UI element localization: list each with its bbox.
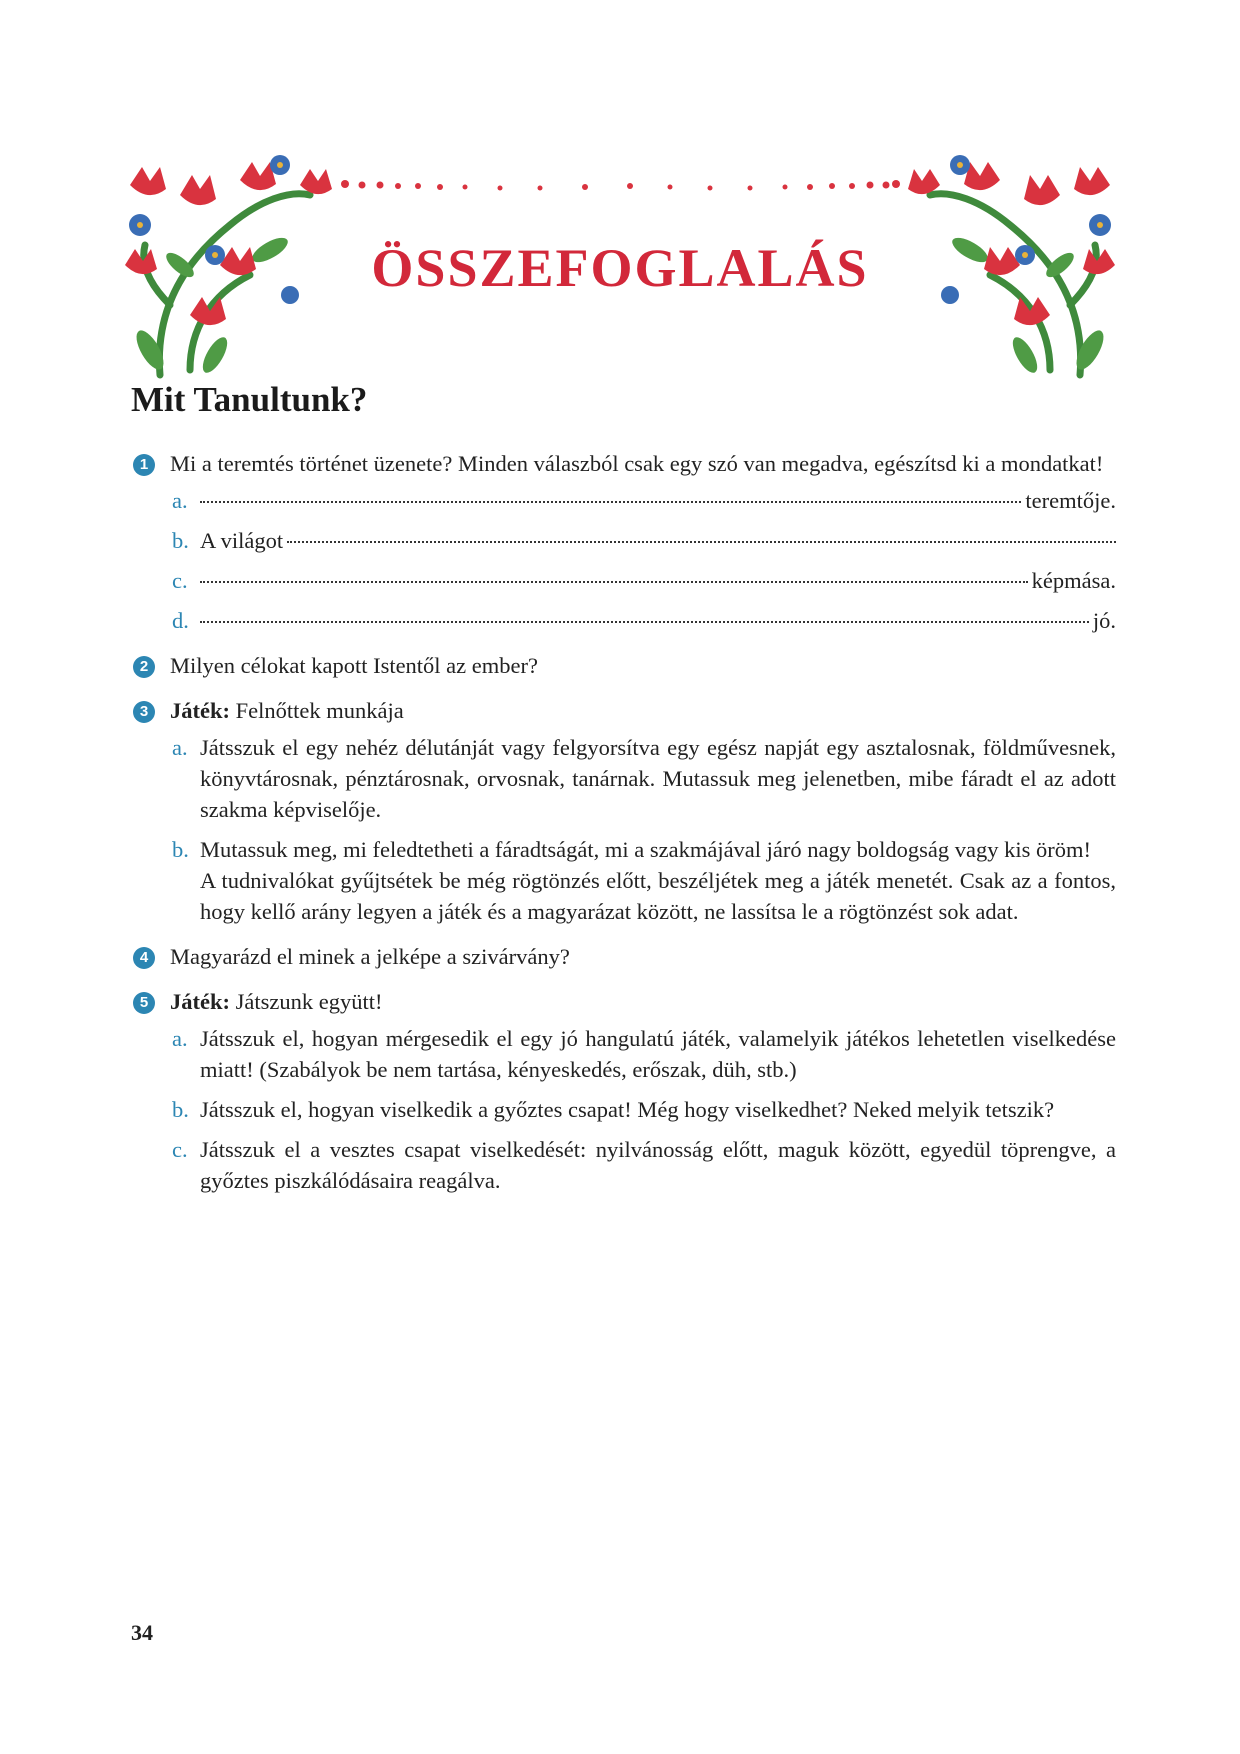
sub-letter: c. — [172, 568, 188, 593]
page-number: 34 — [131, 1620, 153, 1645]
exercise-3 — [131, 695, 1116, 927]
sub-letter: b. — [172, 1097, 189, 1122]
number-badge: 3 — [133, 701, 155, 723]
fill-suffix: teremtője. — [1025, 488, 1116, 513]
sub-item-c — [170, 1134, 1116, 1196]
number-badge: 5 — [133, 992, 155, 1014]
sub-text: Játsszuk el egy nehéz délutánját vagy felgyorsítva egy egész napját egy asztalosnak, földművesnek, könyvtárosnak, pénztárosnak, orvosnak, tanárnak. Mutassuk meg jelenetben, mibe fáradt el az adott szakma képviselője. — [200, 735, 1116, 822]
exercise-5 — [131, 986, 1116, 1196]
fill-line-a[interactable] — [170, 485, 1116, 516]
exercise-4 — [131, 941, 1116, 972]
fill-line-c[interactable] — [170, 565, 1116, 596]
sub-letter: a. — [172, 1026, 188, 1051]
fill-line-d[interactable] — [170, 605, 1116, 636]
sub-letter: c. — [172, 1137, 188, 1162]
fill-suffix: képmása. — [1031, 568, 1116, 593]
exercise-1 — [131, 448, 1116, 636]
blank-line — [287, 541, 1116, 543]
number-badge: 4 — [133, 947, 155, 969]
sub-text: Játsszuk el, hogyan viselkedik a győztes csapat! Még hogy viselkedhet? Neked melyik tetszik? — [200, 1097, 1055, 1122]
game-label: Játék: — [170, 698, 230, 723]
question-text: Milyen célokat kapott Istentől az ember? — [170, 653, 538, 678]
question-text: Mi a teremtés történet üzenete? Minden válaszból csak egy szó van megadva, egészítsd ki a mondatkat! — [170, 451, 1104, 476]
exercise-list — [131, 448, 1116, 1210]
game-title: Felnőttek munkája — [230, 698, 404, 723]
game-label: Játék: — [170, 989, 230, 1014]
sub-letter: b. — [172, 837, 189, 862]
sub-item-a — [170, 1023, 1116, 1085]
blank-line — [200, 621, 1089, 623]
question-text — [170, 695, 1116, 726]
fill-prefix: A világot — [200, 528, 284, 553]
sub-letter: d. — [172, 608, 189, 633]
page-title: ÖSSZEFOGLALÁS — [371, 238, 869, 298]
sub-text: Játsszuk el, hogyan mérgesedik el egy jó hangulatú játék, valamelyik játékos lehetetlen viselkedése miatt! (Szabályok be nem tartása, kényeskedés, erőszak, düh, stb.) — [200, 1026, 1116, 1082]
game-title: Játszunk együtt! — [230, 989, 383, 1014]
sub-letter: a. — [172, 488, 188, 513]
sub-extra-text: A tudnivalókat gyűjtsétek be még rögtönzés előtt, beszéljétek meg a játék menetét. Csak az a fontos, hogy kellő arány legyen a játék és a magyarázat között, ne lassítsa le a rögtönzést sok adat. — [200, 868, 1116, 924]
question-text — [170, 986, 1116, 1017]
sub-item-a — [170, 732, 1116, 825]
sub-item-b — [170, 834, 1116, 927]
section-title: Mit Tanultunk? — [131, 380, 368, 419]
blank-line — [200, 501, 1021, 503]
blank-line — [200, 581, 1028, 583]
fill-suffix: jó. — [1092, 608, 1116, 633]
sub-letter: a. — [172, 735, 188, 760]
question-text: Magyarázd el minek a jelképe a szivárvány? — [170, 944, 570, 969]
sub-item-b — [170, 1094, 1116, 1125]
sub-letter: b. — [172, 528, 189, 553]
number-badge: 1 — [133, 454, 155, 476]
dotted-border-icon — [340, 178, 900, 194]
number-badge: 2 — [133, 656, 155, 678]
sub-text: Játsszuk el a vesztes csapat viselkedését: nyilvánosság előtt, maguk között, egyedül töprengve, a győztes piszkálódásaira reagálva. — [200, 1137, 1116, 1193]
exercise-2 — [131, 650, 1116, 681]
sub-text: Mutassuk meg, mi feledtetheti a fáradtságát, mi a szakmájával járó nagy boldogság vagy kis öröm! — [200, 837, 1091, 862]
fill-line-b[interactable] — [170, 525, 1116, 556]
